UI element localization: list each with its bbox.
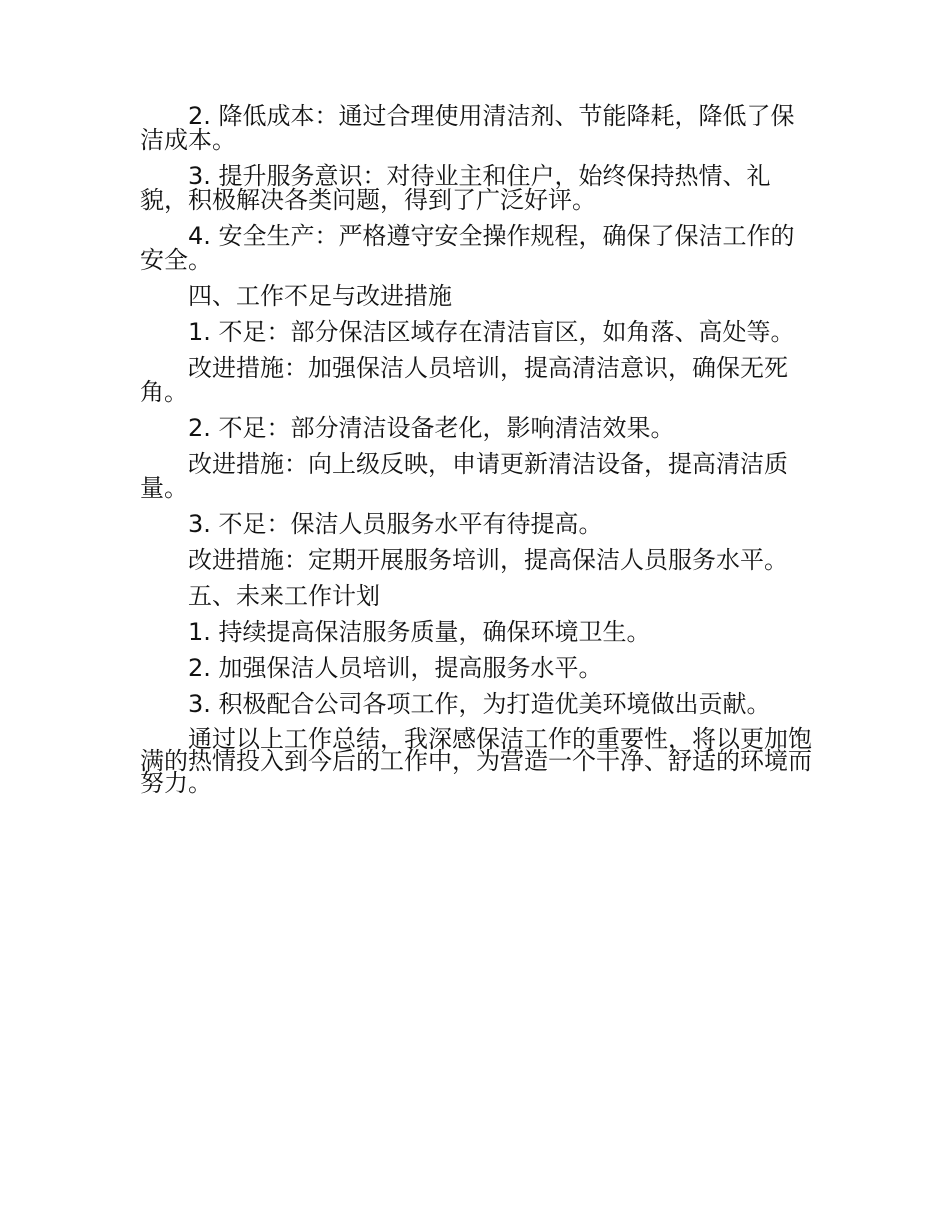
section-heading-shortcomings: 四、工作不足与改进措施 xyxy=(188,282,452,310)
document-body xyxy=(140,104,812,806)
paragraph-improvement-1: 改进措施：加强保洁人员培训，提高清洁意识，确保无死角。 xyxy=(140,354,788,406)
paragraph-service-awareness: 3. 提升服务意识：对待业主和住户，始终保持热情、礼貌，积极解决各类问题，得到了广泛好评。 xyxy=(140,162,771,214)
paragraph-shortcoming-2: 2. 不足：部分清洁设备老化，影响清洁效果。 xyxy=(188,414,675,442)
paragraph-improvement-3: 改进措施：定期开展服务培训，提高保洁人员服务水平。 xyxy=(188,546,788,574)
paragraph-plan-3: 3. 积极配合公司各项工作，为打造优美环境做出贡献。 xyxy=(188,690,771,718)
paragraph-plan-1: 1. 持续提高保洁服务质量，确保环境卫生。 xyxy=(188,618,651,646)
paragraph-shortcoming-3: 3. 不足：保洁人员服务水平有待提高。 xyxy=(188,510,603,538)
paragraph-plan-2: 2. 加强保洁人员培训，提高服务水平。 xyxy=(188,654,603,682)
paragraph-shortcoming-1: 1. 不足：部分保洁区域存在清洁盲区，如角落、高处等。 xyxy=(188,318,795,346)
section-heading-future-plan: 五、未来工作计划 xyxy=(188,582,380,610)
paragraph-improvement-2: 改进措施：向上级反映，申请更新清洁设备，提高清洁质量。 xyxy=(140,450,788,502)
paragraph-reduce-cost: 2. 降低成本：通过合理使用清洁剂、节能降耗，降低了保洁成本。 xyxy=(140,102,795,154)
paragraph-safety: 4. 安全生产：严格遵守安全操作规程，确保了保洁工作的安全。 xyxy=(140,222,795,274)
paragraph-conclusion: 通过以上工作总结，我深感保洁工作的重要性，将以更加饱满的热情投入到今后的工作中，为营造一个干净、舒适的环境而努力。 xyxy=(140,725,812,797)
